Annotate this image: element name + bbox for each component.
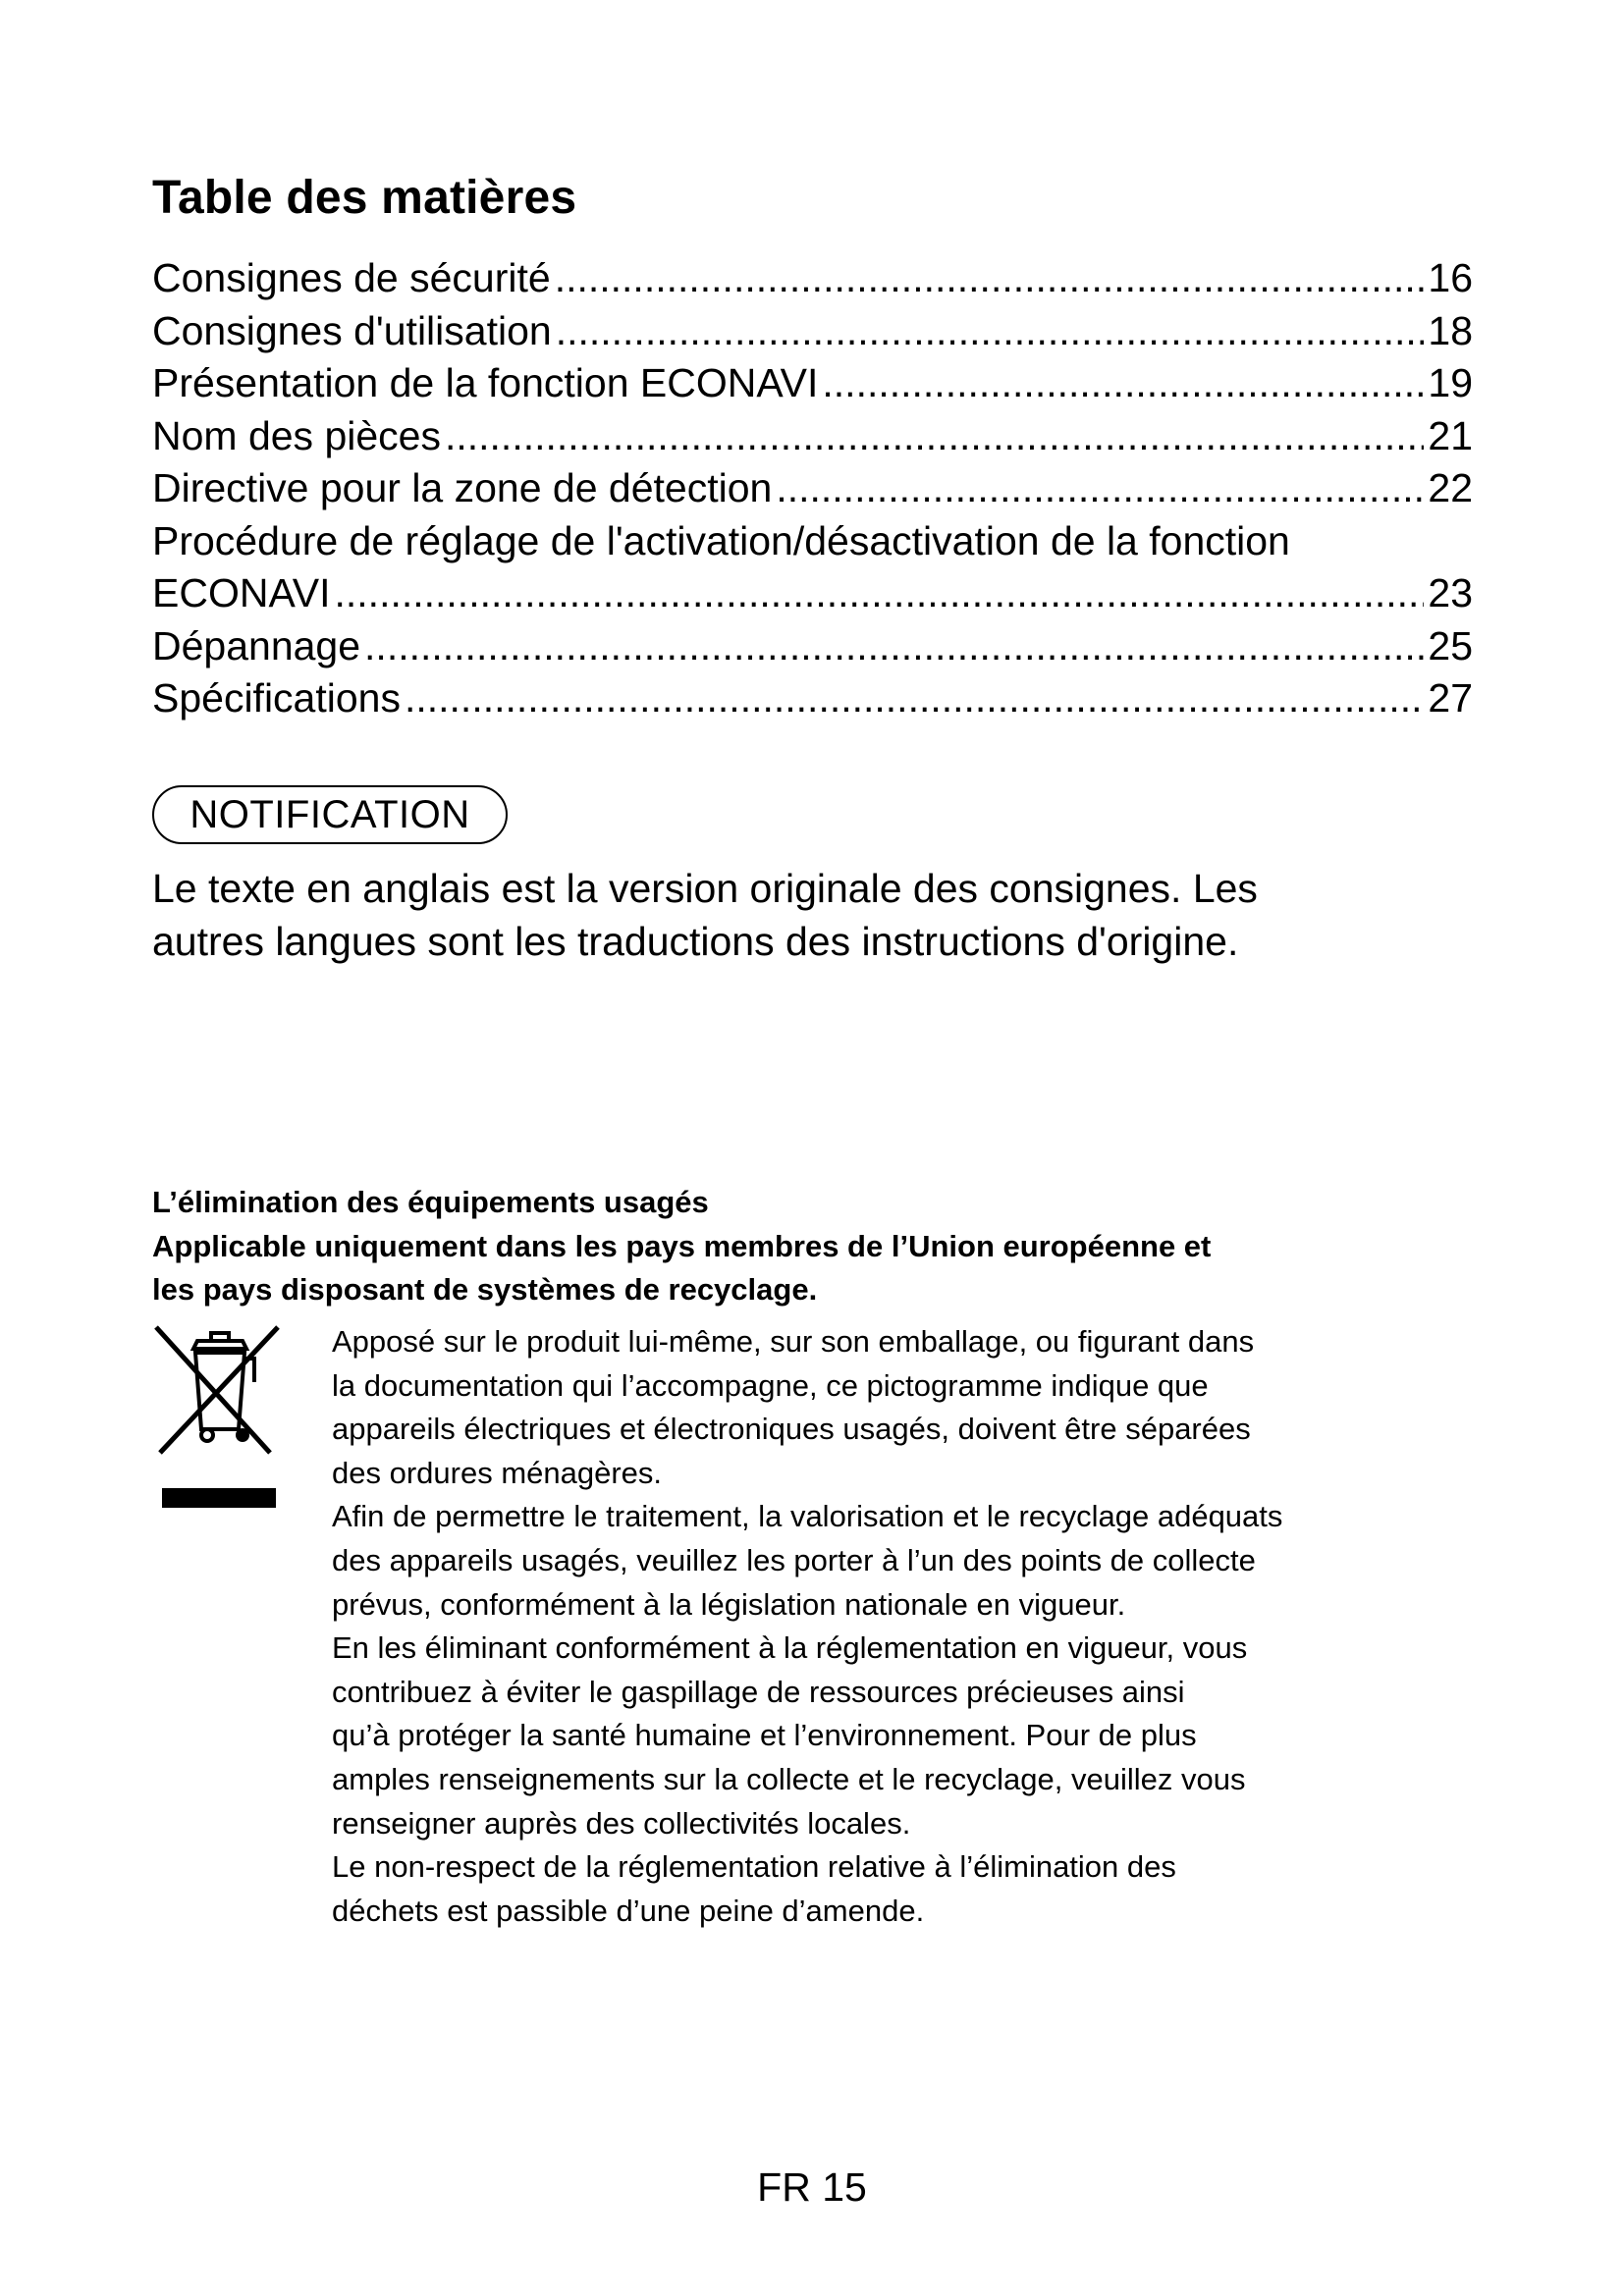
toc-dot-leader: [405, 672, 1424, 725]
toc-entry-page: 21: [1428, 412, 1473, 458]
toc-entry-page: 27: [1428, 675, 1473, 721]
toc-entry-page: 25: [1428, 622, 1473, 668]
toc-entry[interactable]: [152, 410, 1473, 463]
toc-entry-page: 16: [1428, 255, 1473, 300]
notification-label: NOTIFICATION: [189, 793, 470, 836]
toc-entry[interactable]: [152, 305, 1473, 358]
weee-body-line: amples renseignements sur la collecte et le recyclage, veuillez vous: [332, 1761, 1246, 1796]
toc-entry-label-line2: ECONAVI: [152, 570, 331, 615]
toc-dot-leader: [364, 620, 1424, 673]
weee-heading-line: les pays disposant de systèmes de recyclage.: [152, 1272, 818, 1307]
toc-title: Table des matières: [152, 172, 577, 224]
notification-text-line: Le texte en anglais est la version originale des consignes. Les: [152, 866, 1258, 911]
toc-entry-label: Nom des pièces: [152, 412, 441, 458]
toc-entry-label: Consignes d'utilisation: [152, 307, 552, 353]
toc-dot-leader: [445, 410, 1424, 463]
weee-body-line: Le non-respect de la réglementation relative à l’élimination des: [332, 1849, 1176, 1885]
notification-badge: [152, 785, 508, 844]
toc-entry-label: Dépannage: [152, 622, 361, 668]
table-of-contents: [152, 252, 1473, 725]
toc-entry[interactable]: [152, 567, 1473, 620]
toc-entry-label: Spécifications: [152, 675, 401, 721]
page-number: FR 15: [757, 2164, 867, 2210]
notification-text-line: autres langues sont les traductions des instructions d'origine.: [152, 919, 1239, 964]
toc-entry[interactable]: [152, 357, 1473, 410]
toc-entry-page: 23: [1428, 570, 1473, 615]
toc-dot-leader: [556, 305, 1425, 358]
weee-body-line: Afin de permettre le traitement, la valorisation et le recyclage adéquats: [332, 1499, 1283, 1534]
toc-entry-label: Consignes de sécurité: [152, 255, 551, 300]
weee-body-text: [332, 1320, 1490, 1933]
toc-dot-leader: [555, 252, 1425, 305]
toc-dot-leader: [776, 462, 1424, 515]
weee-body-line: des appareils usagés, veuillez les porter à l’un des points de collecte: [332, 1542, 1256, 1577]
notification-text: [152, 862, 1468, 968]
toc-entry[interactable]: [152, 462, 1473, 515]
weee-body-line: En les éliminant conformément à la réglementation en vigueur, vous: [332, 1630, 1248, 1666]
toc-entry[interactable]: [152, 620, 1473, 673]
weee-heading-line: Applicable uniquement dans les pays membres de l’Union européenne et: [152, 1228, 1212, 1263]
weee-body-line: prévus, conformément à la législation nationale en vigueur.: [332, 1586, 1126, 1622]
toc-entry-label: Présentation de la fonction ECONAVI: [152, 360, 819, 405]
weee-body-line: contribuez à éviter le gaspillage de ressources précieuses ainsi: [332, 1674, 1185, 1709]
weee-body-line: appareils électriques et électroniques usagés, doivent être séparées: [332, 1412, 1251, 1447]
toc-entry-label-line1: Procédure de réglage de l'activation/désactivation de la fonction: [152, 517, 1290, 563]
toc-entry-page: 18: [1428, 307, 1473, 353]
weee-body-line: la documentation qui l’accompagne, ce pictogramme indique que: [332, 1367, 1209, 1403]
toc-dot-leader: [822, 357, 1424, 410]
weee-body-line: qu’à protéger la santé humaine et l’environnement. Pour de plus: [332, 1718, 1197, 1753]
toc-entry[interactable]: [152, 672, 1473, 725]
toc-entry[interactable]: [152, 252, 1473, 305]
toc-dot-leader: [335, 567, 1425, 620]
toc-entry-label: Directive pour la zone de détection: [152, 465, 773, 510]
toc-entry-page: 22: [1428, 465, 1473, 510]
toc-entry-wrapped-line[interactable]: [152, 515, 1473, 568]
weee-body-line: des ordures ménagères.: [332, 1455, 663, 1490]
weee-body-line: Apposé sur le produit lui-même, sur son emballage, ou figurant dans: [332, 1324, 1255, 1359]
toc-entry-page: 19: [1428, 360, 1473, 405]
weee-heading-line: L’élimination des équipements usagés: [152, 1185, 709, 1219]
weee-heading: [152, 1181, 1473, 1312]
weee-body-line: renseigner auprès des collectivités locales.: [332, 1805, 911, 1841]
weee-body-line: déchets est passible d’une peine d’amende.: [332, 1893, 925, 1928]
crossed-out-wheelie-bin-icon: [152, 1323, 284, 1515]
